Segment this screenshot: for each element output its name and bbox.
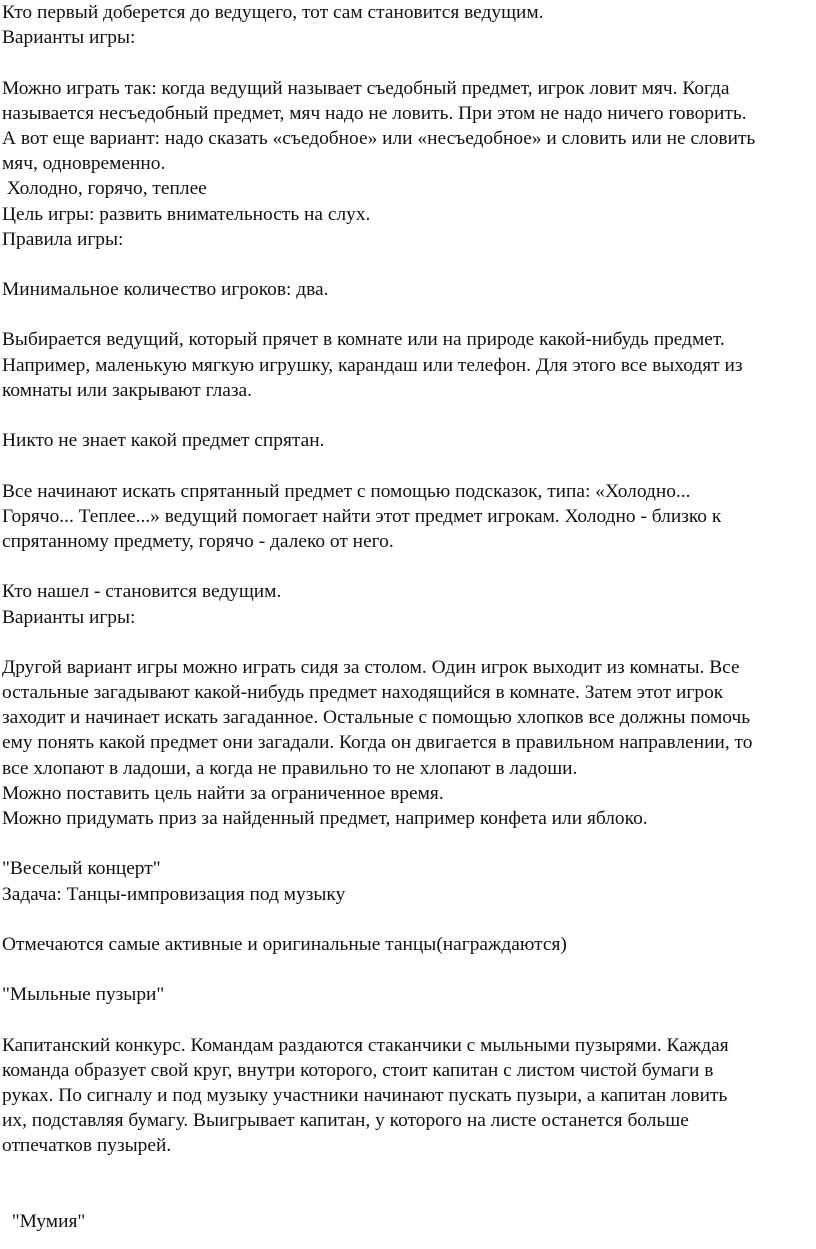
blank-line — [2, 453, 814, 478]
text-line: Варианты игры: — [2, 606, 136, 628]
text-line: Можно придумать приз за найденный предмет, например конфета или яблоко. — [2, 808, 648, 829]
text-line: спрятанному предмету, горячо - далеко от него. — [2, 530, 394, 552]
text-line: Капитанский конкурс. Командам раздаются стаканчики с мыльными пузырями. Каждая — [2, 1034, 729, 1056]
text-line: А вот еще вариант: надо сказать «съедобное» или «несъедобное» и словить или не словить — [2, 127, 756, 149]
text-line: Варианты игры: — [2, 27, 136, 49]
section-heading: "Мумия" — [2, 1211, 86, 1232]
blank-line — [2, 554, 814, 579]
blank-line — [2, 403, 814, 428]
text-line: руках. По сигналу и под музыку участники начинают пускать пузыри, а капитан ловить — [2, 1085, 728, 1107]
text-line: мяч, одновременно. — [2, 153, 166, 175]
text-line: называется несъедобный предмет, мяч надо не ловить. При этом не надо ничего говорить. — [2, 102, 747, 124]
blank-line — [2, 907, 814, 932]
text-line: команда образует свой круг, внутри которого, стоит капитан с листом чистой бумаги в — [2, 1059, 714, 1081]
blank-line — [2, 302, 814, 327]
text-line: Правила игры: — [2, 228, 124, 250]
section-heading: "Мыльные пузыри" — [2, 984, 165, 1006]
text-line: комнаты или закрывают глаза. — [2, 379, 252, 401]
text-line: Горячо... Теплее...» ведущий помогает найти этот предмет игрокам. Холодно - близко к — [2, 505, 722, 527]
text-line: Можно поставить цель найти за ограниченное время. — [2, 782, 444, 804]
text-line: Другой вариант игры можно играть сидя за столом. Один игрок выходит из комнаты. Все — [2, 656, 740, 678]
blank-line — [2, 957, 814, 982]
blank-line — [2, 831, 814, 856]
blank-line — [2, 50, 814, 75]
text-line: Минимальное количество игроков: два. — [2, 279, 329, 301]
blank-line — [2, 1159, 814, 1184]
text-line: заходит и начинает искать загаданное. Остальные с помощью хлопков все должны помочь — [2, 707, 751, 729]
blank-line — [2, 1008, 814, 1033]
text-line: отпечатков пузырей. — [2, 1135, 172, 1157]
text-line: Кто первый доберется до ведущего, тот сам становится ведущим. — [2, 2, 544, 23]
text-line: Все начинают искать спрятанный предмет с помощью подсказок, типа: «Холодно... — [2, 480, 691, 502]
text-line: все хлопают в ладоши, а когда не правильно то не хлопают в ладоши. — [2, 757, 578, 779]
blank-line — [2, 1184, 814, 1209]
section-heading: "Веселый концерт" — [2, 858, 161, 880]
document-page — [2, 0, 814, 1234]
text-line: Выбирается ведущий, который прячет в комнате или на природе какой-нибудь предмет. — [2, 329, 725, 351]
blank-line — [2, 630, 814, 655]
text-line: Кто нашел - становится ведущим. — [2, 581, 282, 603]
text-line: Цель игры: развить внимательность на слух. — [2, 203, 371, 225]
text-line: их, подставляя бумагу. Выигрывает капитан, у которого на листе останется больше — [2, 1110, 689, 1132]
text-line: Отмечаются самые активные и оригинальные танцы(награждаются) — [2, 933, 567, 955]
section-heading: Холодно, горячо, теплее — [2, 178, 207, 200]
text-line: Задача: Танцы-импровизация под музыку — [2, 883, 346, 905]
text-line: Можно играть так: когда ведущий называет съедобный предмет, игрок ловит мяч. Когда — [2, 77, 730, 99]
text-line: Никто не знает какой предмет спрятан. — [2, 430, 325, 452]
blank-line — [2, 252, 814, 277]
text-line: остальные загадывают какой-нибудь предмет находящийся в комнате. Затем этот игрок — [2, 682, 724, 704]
text-line: ему понять какой предмет они загадали. Когда он двигается в правильном направлении, то — [2, 732, 753, 754]
text-line: Например, маленькую мягкую игрушку, карандаш или телефон. Для этого все выходят из — [2, 354, 743, 376]
